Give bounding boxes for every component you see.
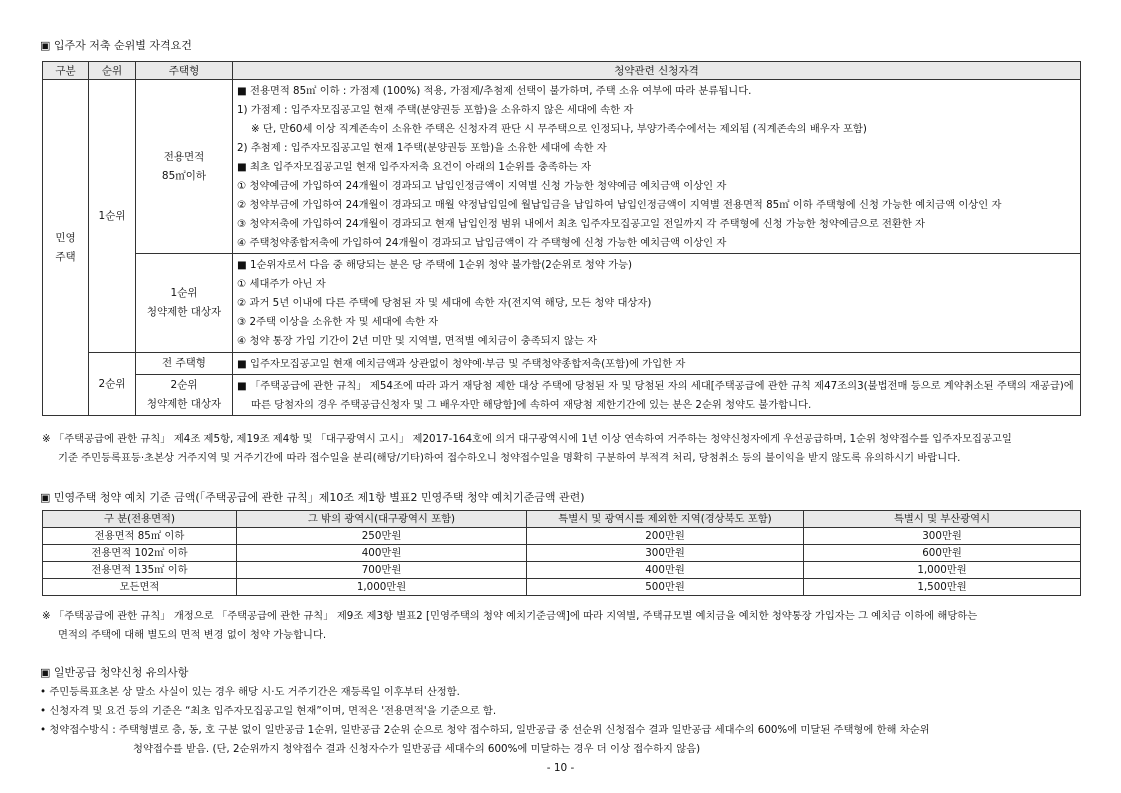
- q85-line: ■ 최초 입주자모집공고일 현재 입주자저축 요건이 아래의 1순위를 충족하는 자: [237, 161, 592, 173]
- bullet-item: • 청약접수방식 : 주택형별로 층, 동, 호 구분 없이 일반공급 1순위, 일반공급 2순위 순으로 청약 접수하되, 일반공급 중 선순위 신청접수 결과 일반공급 세대수의 600%에 미달된 주택형에 한해 차순위: [40, 724, 930, 736]
- q85-line: ※ 단, 만60세 이상 직계존속이 소유한 주택은 신청자격 판단 시 무주택으로 인정되나, 부양가족수에서는 제외됨 (직계존속의 배우자 포함): [251, 123, 867, 135]
- table-row: [43, 80, 1081, 254]
- section-title-deposit: ▣ 민영주택 청약 예치 기준 금액(「주택공급에 관한 규칙」제10조 제1항 별표2 민영주택 청약 예치기준금액 관련): [40, 491, 585, 504]
- cell: 600만원: [804, 545, 1081, 562]
- bullet-item: • 주민등록표초본 상 말소 사실이 있는 경우 해당 시·도 거주기간은 재등록일 이후부터 산정함.: [40, 686, 460, 698]
- table-row: [43, 353, 1081, 375]
- qall-line: ■ 입주자모집공고일 현재 예치금액과 상관없이 청약예·부금 및 주택청약종합저축(포함)에 가입한 자: [237, 358, 686, 370]
- rank-1: 1순위: [89, 80, 136, 353]
- type-85: 전용면적 85㎡이하: [136, 80, 233, 254]
- bullet-item: • 신청자격 및 요건 등의 기준은 “최초 입주자모집공고일 현재”이며, 면적은 '전용면적'을 기준으로 함.: [40, 705, 497, 717]
- qualification-rank1-limit: [233, 254, 1081, 353]
- header-other-metro: 그 밖의 광역시(대구광역시 포함): [237, 511, 527, 528]
- cell: 300만원: [527, 545, 804, 562]
- cell: 250만원: [237, 528, 527, 545]
- cell: 전용면적 135㎡ 이하: [43, 562, 237, 579]
- cell: 400만원: [237, 545, 527, 562]
- header-special-busan: 특별시 및 부산광역시: [804, 511, 1081, 528]
- qr2-text: ■ 「주택공급에 관한 규칙」 제54조에 따라 과거 재당첨 제한 대상 주택에 당첨된 자 및 당첨된 자의 세대[주택공급에 관한 규칙 제47조의3(불법전매 등으로 계약취소된 주택의 재공급)에 따른 당첨자의 경우 주택공급신청자 및 그 배우자만 해당함]에 속하여 재당첨 제한기간에 있는 분은 2순위 청약도 불가합니다.: [237, 380, 1074, 411]
- table-row: [43, 528, 1081, 545]
- qr1-line: ② 과거 5년 이내에 다른 주택에 당첨된 자 및 세대에 속한 자(전지역 해당, 모든 청약 대상자): [237, 297, 652, 309]
- category-private-housing: 민영 주택: [43, 80, 89, 416]
- type-rank1-limit: 1순위 청약제한 대상자: [136, 254, 233, 353]
- header-housing-type: 주택형: [136, 62, 233, 80]
- table-header-row: [43, 511, 1081, 528]
- cell: 300만원: [804, 528, 1081, 545]
- q85-line: ③ 청약저축에 가입하여 24개월이 경과되고 현재 납입인정 범위 내에서 최초 입주자모집공고일 전일까지 각 주택형에 신청 가능한 청약예금으로 전환한 자: [237, 218, 925, 230]
- note-line: ※ 「주택공급에 관한 규칙」 제4조 제5항, 제19조 제4항 및 「대구광역시 고시」 제2017-164호에 의거 대구광역시에 1년 이상 연속하여 거주하는 청약신청자에게 우선공급하며, 1순위 청약접수를 입주자모집공고일: [42, 433, 1012, 445]
- qualification-85: [233, 80, 1081, 254]
- table-row: [43, 562, 1081, 579]
- q85-line: ④ 주택청약종합저축에 가입하여 24개월이 경과되고 납입금액이 각 주택형에 신청 가능한 예치금액 이상인 자: [237, 237, 727, 249]
- bullet-item-continuation: 청약접수를 받음. (단, 2순위까지 청약접수 결과 신청자수가 일반공급 세대수의 600%에 미달하는 경우 더 이상 접수하지 않음): [133, 743, 701, 755]
- note-daegu-priority: [42, 430, 1012, 468]
- cell: 전용면적 102㎡ 이하: [43, 545, 237, 562]
- deposit-table: [42, 510, 1081, 596]
- q85-line: ② 청약부금에 가입하여 24개월이 경과되고 매월 약정납입일에 월납입금을 납입하여 납입인정금액이 지역별 전용면적 85㎡ 이하 주택형에 신청 가능한 예치금액 이상인 자: [237, 199, 1002, 211]
- section-title-notice: ▣ 일반공급 청약신청 유의사항: [40, 666, 189, 679]
- type-rank2-limit: 2순위 청약제한 대상자: [136, 375, 233, 416]
- qr1-line: ③ 2주택 이상을 소유한 자 및 세대에 속한 자: [237, 316, 439, 328]
- cell: 400만원: [527, 562, 804, 579]
- header-category: 구분: [43, 62, 89, 80]
- cell: 200만원: [527, 528, 804, 545]
- table-row: [43, 375, 1081, 416]
- qualification-rank2-limit: [233, 375, 1081, 416]
- table-header-row: [43, 62, 1081, 80]
- cell: 모든면적: [43, 579, 237, 596]
- q85-line: 2) 추첨제 : 입주자모집공고일 현재 1주택(분양권등 포함)을 소유한 세대에 속한 자: [237, 142, 607, 154]
- type-all: 전 주택형: [136, 353, 233, 375]
- note-line: 기준 주민등록표등·초본상 거주지역 및 거주기간에 따라 접수일을 분리(해당/기타)하여 접수하오니 청약접수일을 명확히 구분하여 부적격 처리, 당첨취소 등의 불이익을 받지 않도록 유의하시기 바랍니다.: [58, 452, 961, 464]
- header-other-region: 특별시 및 광역시를 제외한 지역(경상북도 포함): [527, 511, 804, 528]
- q85-line: ■ 전용면적 85㎡ 이하 : 가점제 (100%) 적용, 가점제/추첨제 선택이 불가하며, 주택 소유 여부에 따라 분류됩니다.: [237, 85, 752, 97]
- section-title-qualification: ▣ 입주자 저축 순위별 자격요건: [40, 39, 192, 52]
- cell: 1,000만원: [237, 579, 527, 596]
- qr1-line: ④ 청약 통장 가입 기간이 2년 미만 및 지역별, 면적별 예치금이 충족되지 않는 자: [237, 335, 598, 347]
- table-row: [43, 545, 1081, 562]
- note-deposit: [42, 607, 977, 645]
- rank-2: 2순위: [89, 353, 136, 416]
- note-line: ※ 「주택공급에 관한 규칙」 개정으로 「주택공급에 관한 규칙」 제9조 제3항 별표2 [민영주택의 청약 예치기준금액]에 따라 지역별, 주택규모별 예치금을 예치한 청약통장 가입자는 그 예치금 이하에 해당하는: [42, 610, 978, 622]
- cell: 700만원: [237, 562, 527, 579]
- qualification-table: [42, 61, 1081, 416]
- header-rank: 순위: [89, 62, 136, 80]
- q85-line: 1) 가점제 : 입주자모집공고일 현재 주택(분양권등 포함)을 소유하지 않은 세대에 속한 자: [237, 104, 634, 116]
- qualification-all: [233, 353, 1081, 375]
- page-number: - 10 -: [546, 762, 575, 774]
- cell: 500만원: [527, 579, 804, 596]
- table-row: [43, 254, 1081, 353]
- cell: 1,000만원: [804, 562, 1081, 579]
- qr1-line: ■ 1순위자로서 다음 중 해당되는 분은 당 주택에 1순위 청약 불가함(2순위로 청약 가능): [237, 259, 632, 271]
- note-line: 면적의 주택에 대해 별도의 면적 변경 없이 청약 가능합니다.: [58, 629, 327, 641]
- table-row: [43, 579, 1081, 596]
- qr1-line: ① 세대주가 아닌 자: [237, 278, 326, 290]
- q85-line: ① 청약예금에 가입하여 24개월이 경과되고 납입인정금액이 지역별 신청 가능한 청약예금 예치금액 이상인 자: [237, 180, 727, 192]
- header-area: 구 분(전용면적): [43, 511, 237, 528]
- header-qualification: 청약관련 신청자격: [233, 62, 1081, 80]
- cell: 1,500만원: [804, 579, 1081, 596]
- cell: 전용면적 85㎡ 이하: [43, 528, 237, 545]
